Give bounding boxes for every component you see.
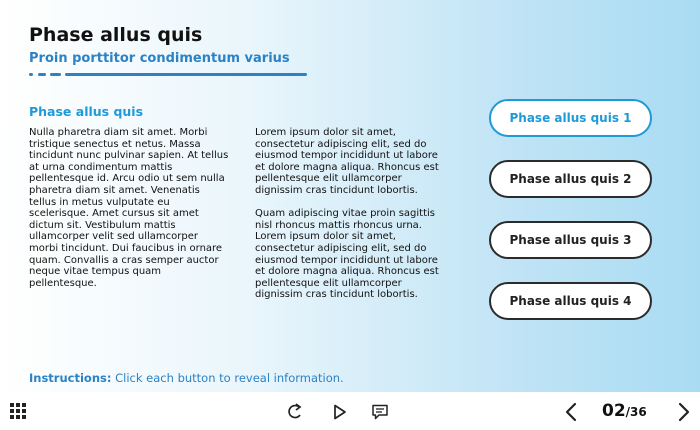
- instructions-text: Click each button to reveal information.: [111, 371, 344, 385]
- reveal-button-1[interactable]: Phase allus quis 1: [489, 99, 652, 137]
- page-title: Phase allus quis: [29, 24, 203, 46]
- paragraph: Quam adipiscing vitae proin sagittis nisl rhoncus mattis rhoncus urna. Lorem ipsum dolor sit amet, consectetur adipiscing elit, sed do eiusmod tempor incididunt ut labore et dolore magna aliqua. Rhoncus est pellentesque elit ullamcorper dignissim cras tincidunt lobortis.: [255, 208, 439, 301]
- text-column-right: [255, 127, 450, 313]
- prev-arrow-icon[interactable]: [564, 402, 578, 422]
- page-subtitle: Proin porttitor condimentum varius: [29, 51, 290, 66]
- page-counter: [602, 401, 647, 421]
- grid-menu-icon[interactable]: [10, 403, 27, 420]
- instructions-label: Instructions:: [29, 371, 112, 385]
- replay-icon[interactable]: [287, 403, 303, 421]
- text-column-left: [29, 127, 229, 301]
- total-pages: /36: [625, 405, 647, 419]
- next-arrow-icon[interactable]: [677, 402, 691, 422]
- reveal-button-3[interactable]: Phase allus quis 3: [489, 221, 652, 259]
- reveal-button-4[interactable]: Phase allus quis 4: [489, 282, 652, 320]
- player-footer: [0, 392, 700, 430]
- paragraph: Nulla pharetra diam sit amet. Morbi tristique senectus et netus. Massa tincidunt nunc pulvinar sapien. At tellus at urna condimentum mattis pellentesque id. Arcu odio ut sem nulla pharetra diam sit amet. Venenatis tellus in metus vulputate eu scelerisque. Amet cursus sit amet dictum sit. Vestibulum mattis ullamcorper velit sed ullamcorper morbi tincidunt. Dui faucibus in ornare quam. Convallis a cras semper auctor neque vitae tempus quam pellentesque.: [29, 127, 229, 289]
- transcript-icon[interactable]: [372, 404, 388, 420]
- paragraph: Lorem ipsum dolor sit amet, consectetur adipiscing elit, sed do eiusmod tempor incididunt ut labore et dolore magna aliqua. Rhoncus est pellentesque elit ullamcorper dignissim cras tincidunt lobortis.: [255, 127, 439, 196]
- content-heading: Phase allus quis: [29, 104, 144, 119]
- play-icon[interactable]: [333, 404, 347, 420]
- instructions: [29, 371, 344, 385]
- reveal-button-2[interactable]: Phase allus quis 2: [489, 160, 652, 198]
- current-page: 02: [602, 401, 626, 421]
